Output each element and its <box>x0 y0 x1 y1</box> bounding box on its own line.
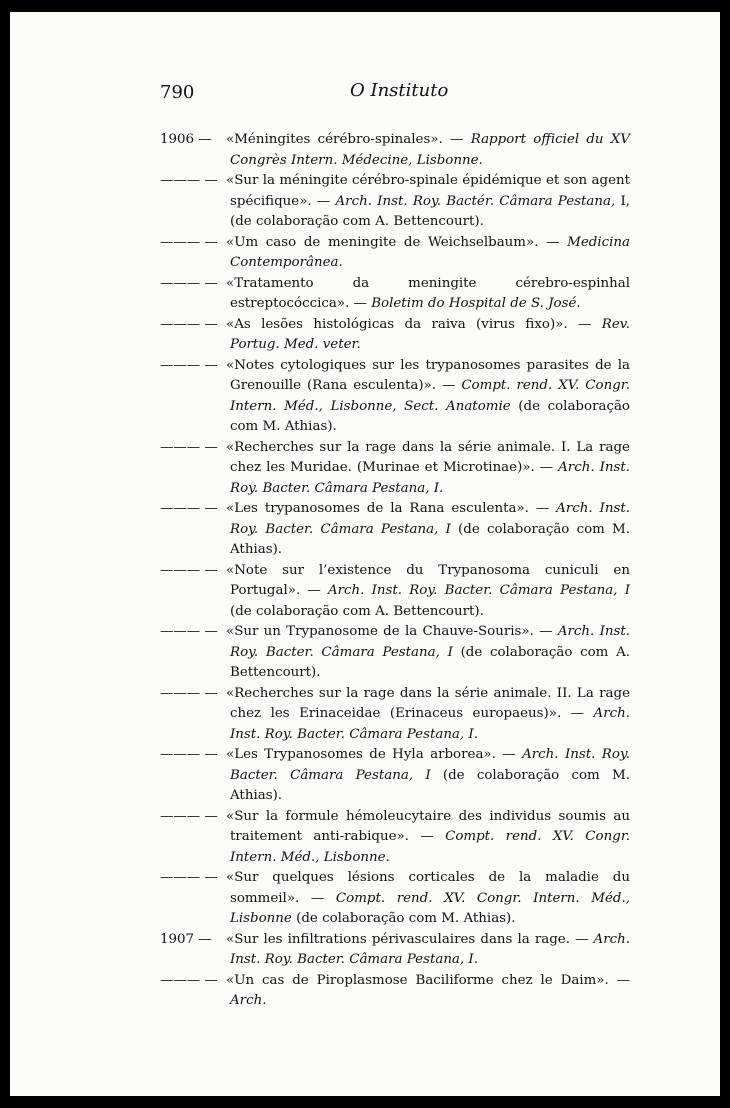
bibliography-entry <box>160 438 630 500</box>
entry-year-dash: ——— — <box>160 316 218 332</box>
entry-source: Arch. Inst. Roy. Bacter. Câmara Pestana, I. <box>230 460 631 496</box>
entry-text: «Um caso de meningite de Weichselbaum». — <box>226 234 568 250</box>
entry-text: «As lesões histológicas da raiva (virus fixo)». — <box>226 316 602 332</box>
running-title: O Instituto <box>350 80 449 101</box>
entry-text: «Les Trypanosomes de Hyla arborea». — <box>226 747 523 762</box>
bibliography-entry <box>160 499 630 561</box>
bibliography-entry <box>160 745 630 807</box>
entry-year-dash: ——— — <box>160 685 218 701</box>
entry-text: «Les trypanosomes de la Rana esculenta». — <box>226 501 557 516</box>
entry-source: Boletim do Hospital de S. José. <box>371 296 581 311</box>
entry-text: (de colaboração com M. Athias). <box>291 911 516 926</box>
entry-source: Arch. Inst. Roy. Bacter. Câmara Pestana, I <box>327 583 630 598</box>
entry-text: (de colaboração com M. Athias). <box>230 398 630 434</box>
page-header <box>160 80 630 106</box>
bibliography-entry <box>160 868 630 930</box>
entry-year-dash: ——— — <box>160 357 218 373</box>
entry-year-dash: ——— — <box>160 747 218 762</box>
entry-year-dash: 1907 — <box>160 931 212 947</box>
entry-text: (de colaboração com M. Athias). <box>230 521 630 557</box>
entry-text: «Sur un Trypanosome de la Chauve-Souris». — <box>226 624 558 639</box>
entry-source: Compt. rend. XV. Congr. Intern. Méd., Lisbonne. <box>230 829 630 865</box>
entry-year-dash: 1906 — <box>160 132 212 147</box>
entry-source: Medicina Contemporânea. <box>230 234 630 270</box>
entry-source: Compt. rend. XV. Congr. Intern. Méd., Lisbonne, Sect. Anatomie <box>230 378 630 414</box>
entry-source: Compt. rend. XV. Congr. Intern. Méd., Lisbonne <box>230 890 630 926</box>
bibliography-list <box>160 130 630 1012</box>
entry-year-dash: ——— — <box>160 624 218 639</box>
entry-source: Arch. Inst. Roy. Bacter. Câmara Pestana, I <box>230 624 631 660</box>
entry-text: «Sur la formule hémoleucytaire des individus soumis au traitement anti-rabique». — <box>226 808 630 844</box>
bibliography-entry <box>160 130 630 171</box>
bibliography-entry <box>160 622 630 684</box>
page-number: 790 <box>160 82 195 103</box>
bibliography-entry <box>160 356 630 438</box>
entry-source: Arch. Inst. Roy. Bacter. Câmara Pestana, I. <box>230 706 630 742</box>
entry-source: Arch. Inst. Roy. Bactér. Câmara Pestana, <box>335 193 616 209</box>
entry-year-dash: ——— — <box>160 562 218 578</box>
entry-source: Arch. Inst. Roy. Bacter. Câmara Pestana, I <box>230 747 630 783</box>
entry-year-dash: ——— — <box>160 808 218 824</box>
entry-text: (de colaboração com A. Bettencourt). <box>230 644 630 680</box>
entry-year-dash: ——— — <box>160 173 218 188</box>
bibliography-entry <box>160 930 630 971</box>
entry-source: Arch. Inst. Roy. Bacter. Câmara Pestana, I. <box>230 931 630 967</box>
bibliography-entry <box>160 233 630 274</box>
bibliography-entry <box>160 807 630 869</box>
bibliography-entry <box>160 561 630 623</box>
entry-text: «Sur quelques lésions corticales de la maladie du sommeil». — <box>226 870 630 906</box>
entry-text: «Recherches sur la rage dans la série animale. II. La rage chez les Erinaceidae (Erinaceus europaeus)». — <box>226 685 630 721</box>
entry-text: «Tratamento da meningite cérebro-espinhal estreptocóccica». — <box>226 275 630 311</box>
entry-year-dash: ——— — <box>160 275 218 291</box>
bibliography-entry <box>160 684 630 746</box>
bibliography-entry <box>160 171 630 233</box>
entry-year-dash: ——— — <box>160 501 218 516</box>
entry-text: (de colaboração com M. Athias). <box>230 767 630 803</box>
entry-year-dash: ——— — <box>160 870 218 885</box>
bibliography-entry <box>160 315 630 356</box>
entry-text: «Recherches sur la rage dans la série animale. I. La rage chez les Muridae. (Murinae et Microtinae)». — <box>226 439 630 475</box>
bibliography-entry <box>160 971 630 1012</box>
entry-source: Rev. Portug. Med. veter. <box>230 316 630 352</box>
entry-text: «Note sur l’existence du Trypanosoma cuniculi en Portugal». — <box>226 562 630 598</box>
entry-text: I, (de colaboração com A. Bettencourt). <box>230 193 630 229</box>
entry-text: «Un cas de Piroplasmose Baciliforme chez le Daim». — <box>226 972 630 988</box>
document-page <box>10 12 720 1096</box>
entry-source: Rapport officiel du XV Congrès Intern. Médecine, Lisbonne. <box>230 132 630 168</box>
entry-text: «Sur les infiltrations périvasculaires dans la rage. — <box>226 931 594 947</box>
bibliography-entry <box>160 274 630 315</box>
entry-text: «Notes cytologiques sur les trypanosomes parasites de la Grenouille (Rana esculenta)». — <box>226 357 630 393</box>
entry-text: «Sur la méningite cérébro-spinale épidémique et son agent spécifique». — <box>226 173 630 209</box>
entry-year-dash: ——— — <box>160 972 218 988</box>
entry-year-dash: ——— — <box>160 234 218 250</box>
entry-source: Arch. Inst. Roy. Bacter. Câmara Pestana, I <box>230 501 630 537</box>
entry-year-dash: ——— — <box>160 439 218 455</box>
entry-text: (de colaboração com A. Bettencourt). <box>230 603 484 619</box>
entry-source: Arch. <box>230 993 267 1008</box>
entry-text: «Méningites cérébro-spinales». — <box>226 132 471 147</box>
